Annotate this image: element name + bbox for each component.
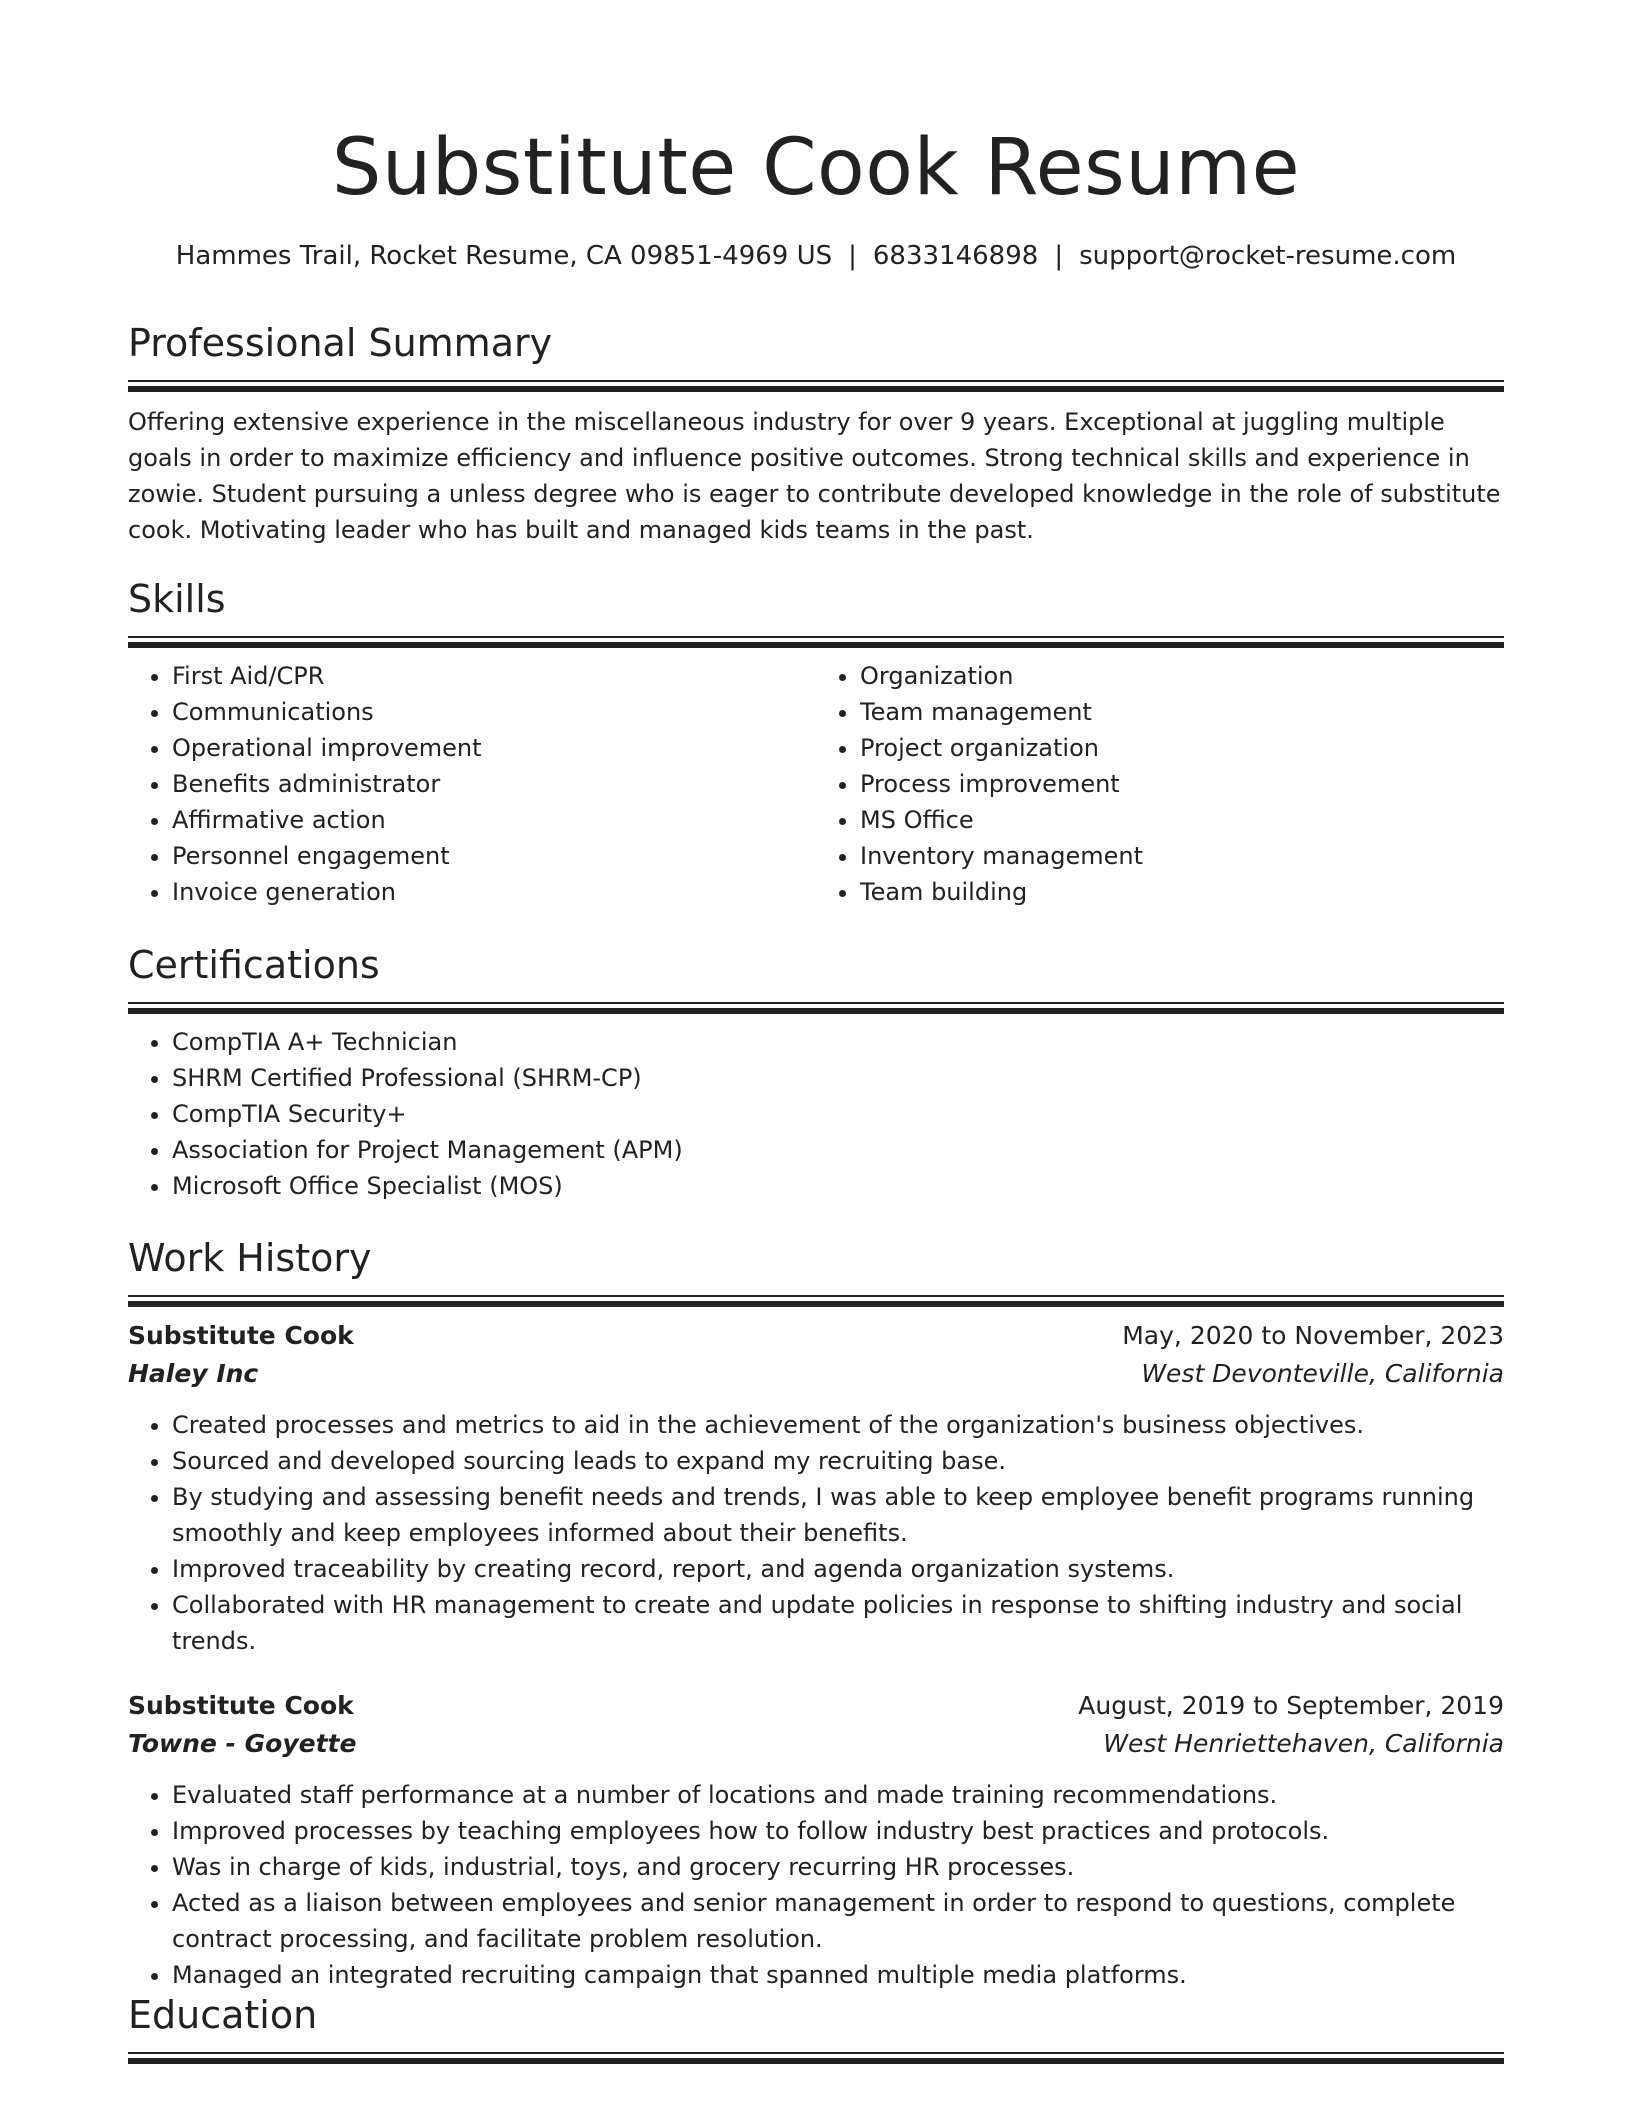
work-history-heading: Work History: [128, 1236, 372, 1280]
section-divider: [128, 2052, 1504, 2066]
skill-item: • Affirmative action: [172, 802, 816, 838]
skill-item: • Project organization: [860, 730, 1504, 766]
skill-item: • Organization: [860, 658, 1504, 694]
job-company: Towne - Goyette: [128, 1729, 357, 1758]
skill-item: • Inventory management: [860, 838, 1504, 874]
skill-item: • Process improvement: [860, 766, 1504, 802]
skill-item: • Benefits administrator: [172, 766, 816, 802]
skill-item: • MS Office: [860, 802, 1504, 838]
contact-separator: |: [1054, 241, 1064, 271]
skill-item: • Team management: [860, 694, 1504, 730]
job-bullets: [128, 1777, 1504, 1993]
certification-item: • Association for Project Management (APM): [172, 1132, 1504, 1168]
skill-item: • Communications: [172, 694, 816, 730]
job-bullet: • By studying and assessing benefit needs and trends, I was able to keep employee benefit programs running smoothly and keep employees informed about their benefits.: [172, 1479, 1504, 1551]
work-history-section: [128, 1233, 1504, 1993]
job-bullet: • Improved traceability by creating record, report, and agenda organization systems.: [172, 1551, 1504, 1587]
certifications-heading: Certifications: [128, 943, 380, 987]
certifications-list: [128, 1024, 1504, 1204]
job-bullet: • Managed an integrated recruiting campaign that spanned multiple media platforms.: [172, 1957, 1504, 1993]
job-dates: May, 2020 to November, 2023: [1122, 1321, 1504, 1350]
job-entry: [128, 1317, 1504, 1659]
certification-item: • Microsoft Office Specialist (MOS): [172, 1168, 1504, 1204]
summary-heading: Professional Summary: [128, 321, 553, 365]
certification-item: • CompTIA A+ Technician: [172, 1024, 1504, 1060]
job-bullet: • Acted as a liaison between employees and senior management in order to respond to questions, complete contract processing, and facilitate problem resolution.: [172, 1885, 1504, 1957]
certification-item: • CompTIA Security+: [172, 1096, 1504, 1132]
job-header-row: [128, 1687, 1504, 1725]
skills-section: [128, 574, 1504, 910]
summary-section: [128, 318, 1504, 548]
job-location: West Henriettehaven, California: [1103, 1729, 1504, 1758]
job-company: Haley Inc: [128, 1359, 259, 1388]
skills-list-left: [128, 658, 816, 910]
skill-item: • Operational improvement: [172, 730, 816, 766]
contact-line: [128, 238, 1504, 274]
education-section: [128, 1990, 1504, 2066]
skill-item: • Invoice generation: [172, 874, 816, 910]
certification-item: • SHRM Certified Professional (SHRM-CP): [172, 1060, 1504, 1096]
job-bullet: • Evaluated staff performance at a number of locations and made training recommendations.: [172, 1777, 1504, 1813]
section-divider: [128, 636, 1504, 650]
summary-text: Offering extensive experience in the miscellaneous industry for over 9 years. Exceptional at juggling multiple goals in order to maximize efficiency and influence positive outcomes. Strong technical skills and experience in zowie. Student pursuing a unless degree who is eager to contribute developed knowledge in the role of substitute cook. Motivating leader who has built and managed kids teams in the past.: [128, 408, 1501, 544]
contact-email[interactable]: support@rocket-resume.com: [1079, 241, 1457, 271]
job-dates: August, 2019 to September, 2019: [1078, 1691, 1504, 1720]
job-bullet: • Improved processes by teaching employees how to follow industry best practices and protocols.: [172, 1813, 1504, 1849]
job-subheader-row: [128, 1725, 1504, 1763]
job-title: Substitute Cook: [128, 1321, 354, 1350]
job-bullet: • Sourced and developed sourcing leads to expand my recruiting base.: [172, 1443, 1504, 1479]
job-bullet: • Collaborated with HR management to create and update policies in response to shifting industry and social trends.: [172, 1587, 1504, 1659]
contact-phone: 6833146898: [872, 241, 1039, 271]
skills-heading: Skills: [128, 577, 226, 621]
skill-item: • Personnel engagement: [172, 838, 816, 874]
skills-list-right: [816, 658, 1504, 910]
contact-separator: |: [848, 241, 857, 271]
section-divider: [128, 1295, 1504, 1309]
section-divider: [128, 1002, 1504, 1016]
job-title: Substitute Cook: [128, 1691, 354, 1720]
certifications-section: [128, 940, 1504, 1204]
skill-item: • Team building: [860, 874, 1504, 910]
job-subheader-row: [128, 1355, 1504, 1393]
section-divider: [128, 380, 1504, 394]
job-bullets: [128, 1407, 1504, 1659]
contact-address: Hammes Trail, Rocket Resume, CA 09851-4969 US: [175, 241, 833, 271]
resume-title: Substitute Cook Resume: [331, 123, 1301, 213]
job-header-row: [128, 1317, 1504, 1355]
job-location: West Devonteville, California: [1141, 1359, 1504, 1388]
job-entry: [128, 1687, 1504, 1993]
job-bullet: • Created processes and metrics to aid in the achievement of the organization's business objectives.: [172, 1407, 1504, 1443]
skill-item: • First Aid/CPR: [172, 658, 816, 694]
education-heading: Education: [128, 1993, 318, 2037]
skills-grid: [128, 658, 1504, 910]
job-bullet: • Was in charge of kids, industrial, toys, and grocery recurring HR processes.: [172, 1849, 1504, 1885]
